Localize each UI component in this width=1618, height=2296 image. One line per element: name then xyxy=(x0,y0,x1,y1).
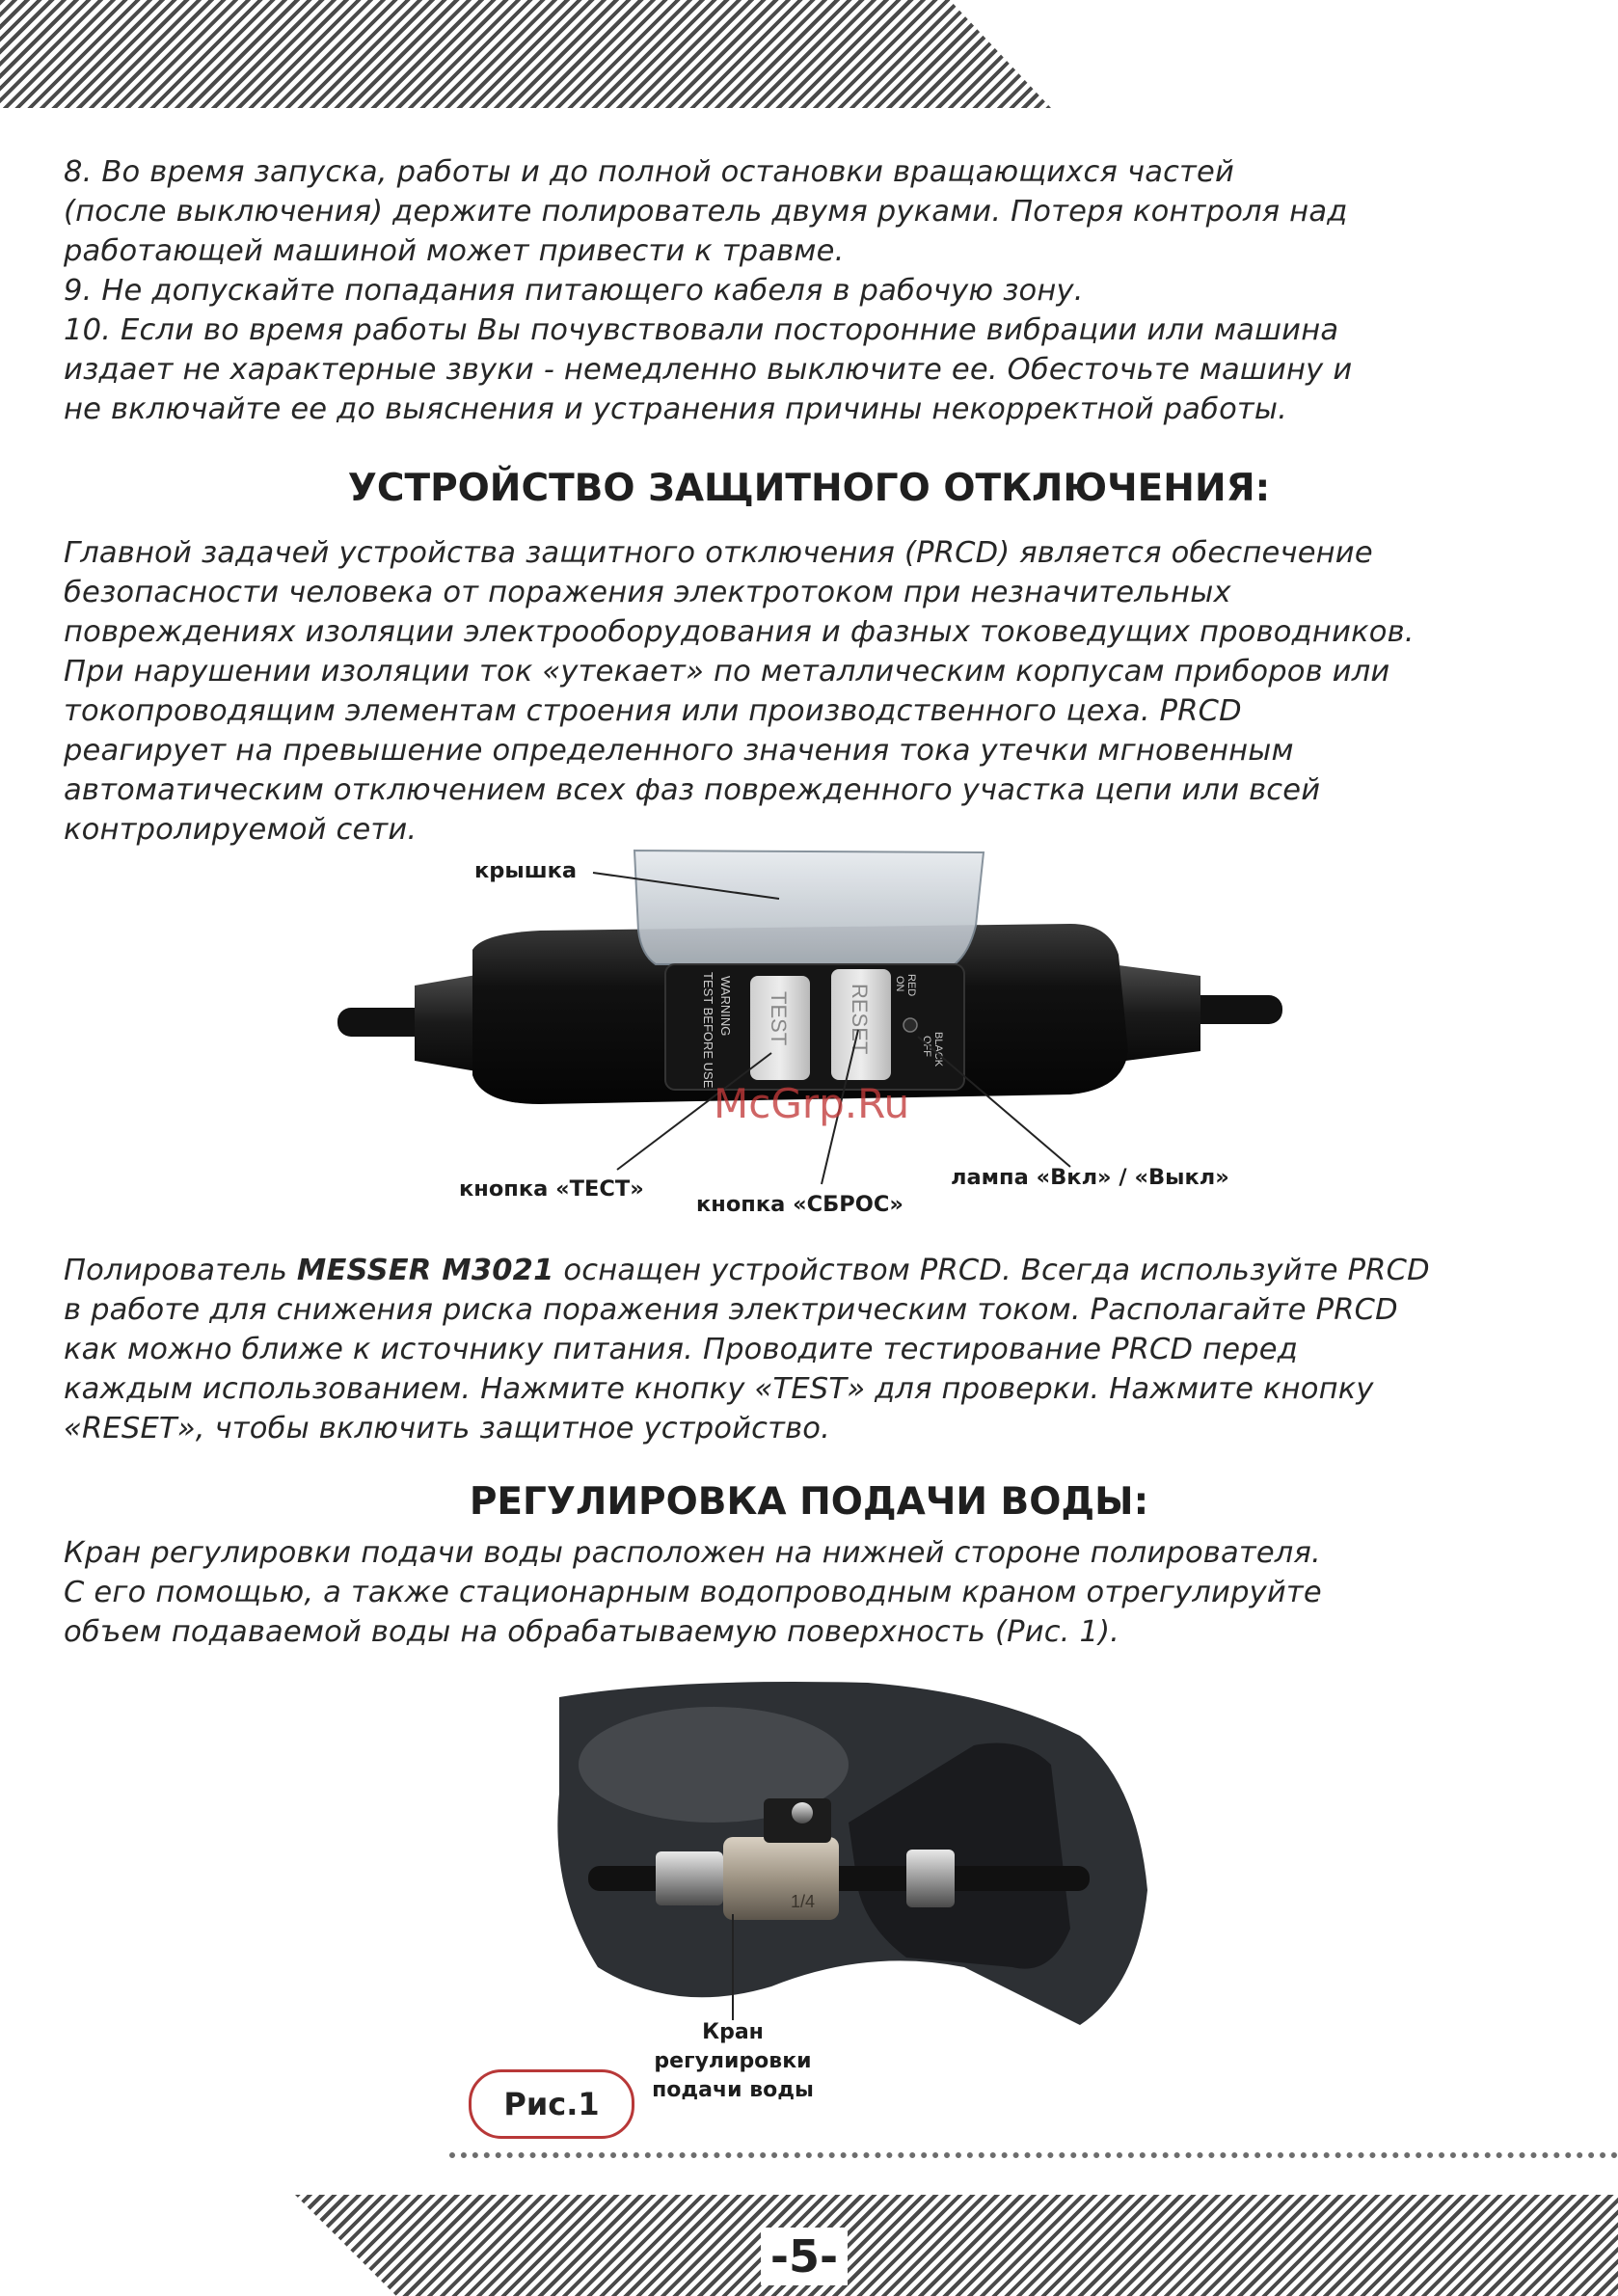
text-line: 8. Во время запуска, работы и до полной остановки вращающихся частей xyxy=(64,155,1235,189)
text-line: (после выключения) держите полирователь двумя руками. Потеря контроля над xyxy=(64,195,1348,229)
text-line: 10. Если во время работы Вы почувствовали посторонние вибрации или машина xyxy=(64,313,1339,347)
callout-line: регулировки xyxy=(654,2049,812,2073)
text-line: работающей машиной может привести к травме. xyxy=(64,234,845,268)
prcd-usage-text xyxy=(64,1251,1568,1448)
figure-label: Рис.1 xyxy=(469,2069,634,2139)
text-line: как можно ближе к источнику питания. Проводите тестирование PRCD перед xyxy=(64,1333,1299,1366)
prcd-heading: УСТРОЙСТВО ЗАЩИТНОГО ОТКЛЮЧЕНИЯ: xyxy=(347,467,1271,510)
text-line: токопроводящим элементам строения или производственного цеха. PRCD xyxy=(64,694,1242,728)
text-fragment: оснащен устройством PRCD. Всегда используйте PRCD xyxy=(553,1254,1430,1287)
test-button-text: TEST xyxy=(767,991,791,1046)
label-test-button: кнопка «ТЕСТ» xyxy=(459,1176,644,1202)
label-cover: крышка xyxy=(474,858,578,883)
text-line: Главной задачей устройства защитного отключения (PRCD) является обеспечение xyxy=(64,536,1373,570)
valve-marking: 1/4 xyxy=(791,1892,816,1911)
page-number: -5- xyxy=(761,2228,848,2285)
indicator-lamp xyxy=(903,1018,917,1032)
text-line: реагирует на превышение определенного значения тока утечки мгновенным xyxy=(64,734,1294,768)
prcd-description xyxy=(64,533,1568,850)
device-red-text: RED xyxy=(905,974,917,997)
text-line: безопасности человека от поражения электротоком при незначительных xyxy=(64,576,1231,609)
valve-callout xyxy=(636,2018,829,2105)
text-line: 9. Не допускайте попадания питающего кабеля в рабочую зону. xyxy=(64,274,1084,308)
device-warning-text: WARNING xyxy=(718,976,733,1037)
text-line: автоматическим отключением всех фаз поврежденного участка цепи или всей xyxy=(64,773,1321,807)
cable-gland-left xyxy=(415,974,482,1072)
bottom-dotted-divider xyxy=(449,2152,1618,2158)
water-heading: РЕГУЛИРОВКА ПОДАЧИ ВОДЫ: xyxy=(469,1480,1149,1524)
text-fragment: Полирователь xyxy=(64,1254,297,1287)
clear-cover xyxy=(634,851,984,964)
label-lamp: лампа «Вкл» / «Выкл» xyxy=(951,1165,1229,1190)
brand-model: MESSER M3021 xyxy=(296,1254,554,1287)
top-hatch-band xyxy=(0,0,1051,108)
text-line: При нарушении изоляции ток «утекает» по металлическим корпусам приборов или xyxy=(64,655,1390,689)
reset-button-text: RESET xyxy=(848,984,872,1055)
bottom-hatch-band xyxy=(295,2195,1618,2296)
label-reset-button: кнопка «СБРОС» xyxy=(696,1192,903,1217)
text-line xyxy=(64,1251,1568,1290)
hose-fitting-right xyxy=(906,1850,955,1907)
text-line: Кран регулировки подачи воды расположен на нижней стороне полирователя. xyxy=(64,1536,1321,1570)
device-black-text: BLACK xyxy=(932,1032,944,1067)
text-line: «RESET», чтобы включить защитное устройство. xyxy=(64,1412,831,1445)
device-off-text: OFF xyxy=(921,1036,932,1057)
prcd-device-illustration xyxy=(0,839,1618,1244)
callout-line: Кран xyxy=(702,2020,764,2044)
text-line: С его помощью, а также стационарным водопроводным краном отрегулируйте xyxy=(64,1576,1322,1609)
valve-body xyxy=(723,1837,839,1920)
callout-line: подачи воды xyxy=(652,2078,814,2102)
text-line: повреждениях изоляции электрооборудования и фазных токоведущих проводников. xyxy=(64,615,1415,649)
text-line: каждым использованием. Нажмите кнопку «TEST» для проверки. Нажмите кнопку xyxy=(64,1372,1374,1406)
device-warning-text: TEST BEFORE USE xyxy=(701,972,715,1089)
hose-fitting-left xyxy=(656,1851,723,1905)
text-line: контролируемой сети. xyxy=(64,813,418,847)
water-text xyxy=(64,1533,1568,1652)
water-valve-illustration xyxy=(0,1678,1618,2044)
safety-items-text xyxy=(64,152,1568,429)
text-line: издает не характерные звуки - немедленно выключите ее. Обесточьте машину и xyxy=(64,353,1353,387)
device-on-text: ON xyxy=(894,976,905,992)
text-line: объем подаваемой воды на обрабатываемую поверхность (Рис. 1). xyxy=(64,1615,1120,1649)
text-line: не включайте ее до выяснения и устранения причины некорректной работы. xyxy=(64,392,1288,426)
valve-screw xyxy=(792,1802,813,1823)
text-line: в работе для снижения риска поражения электрическим током. Располагайте PRCD xyxy=(64,1293,1398,1327)
watermark-logo: McGrp.Ru xyxy=(714,1080,910,1127)
